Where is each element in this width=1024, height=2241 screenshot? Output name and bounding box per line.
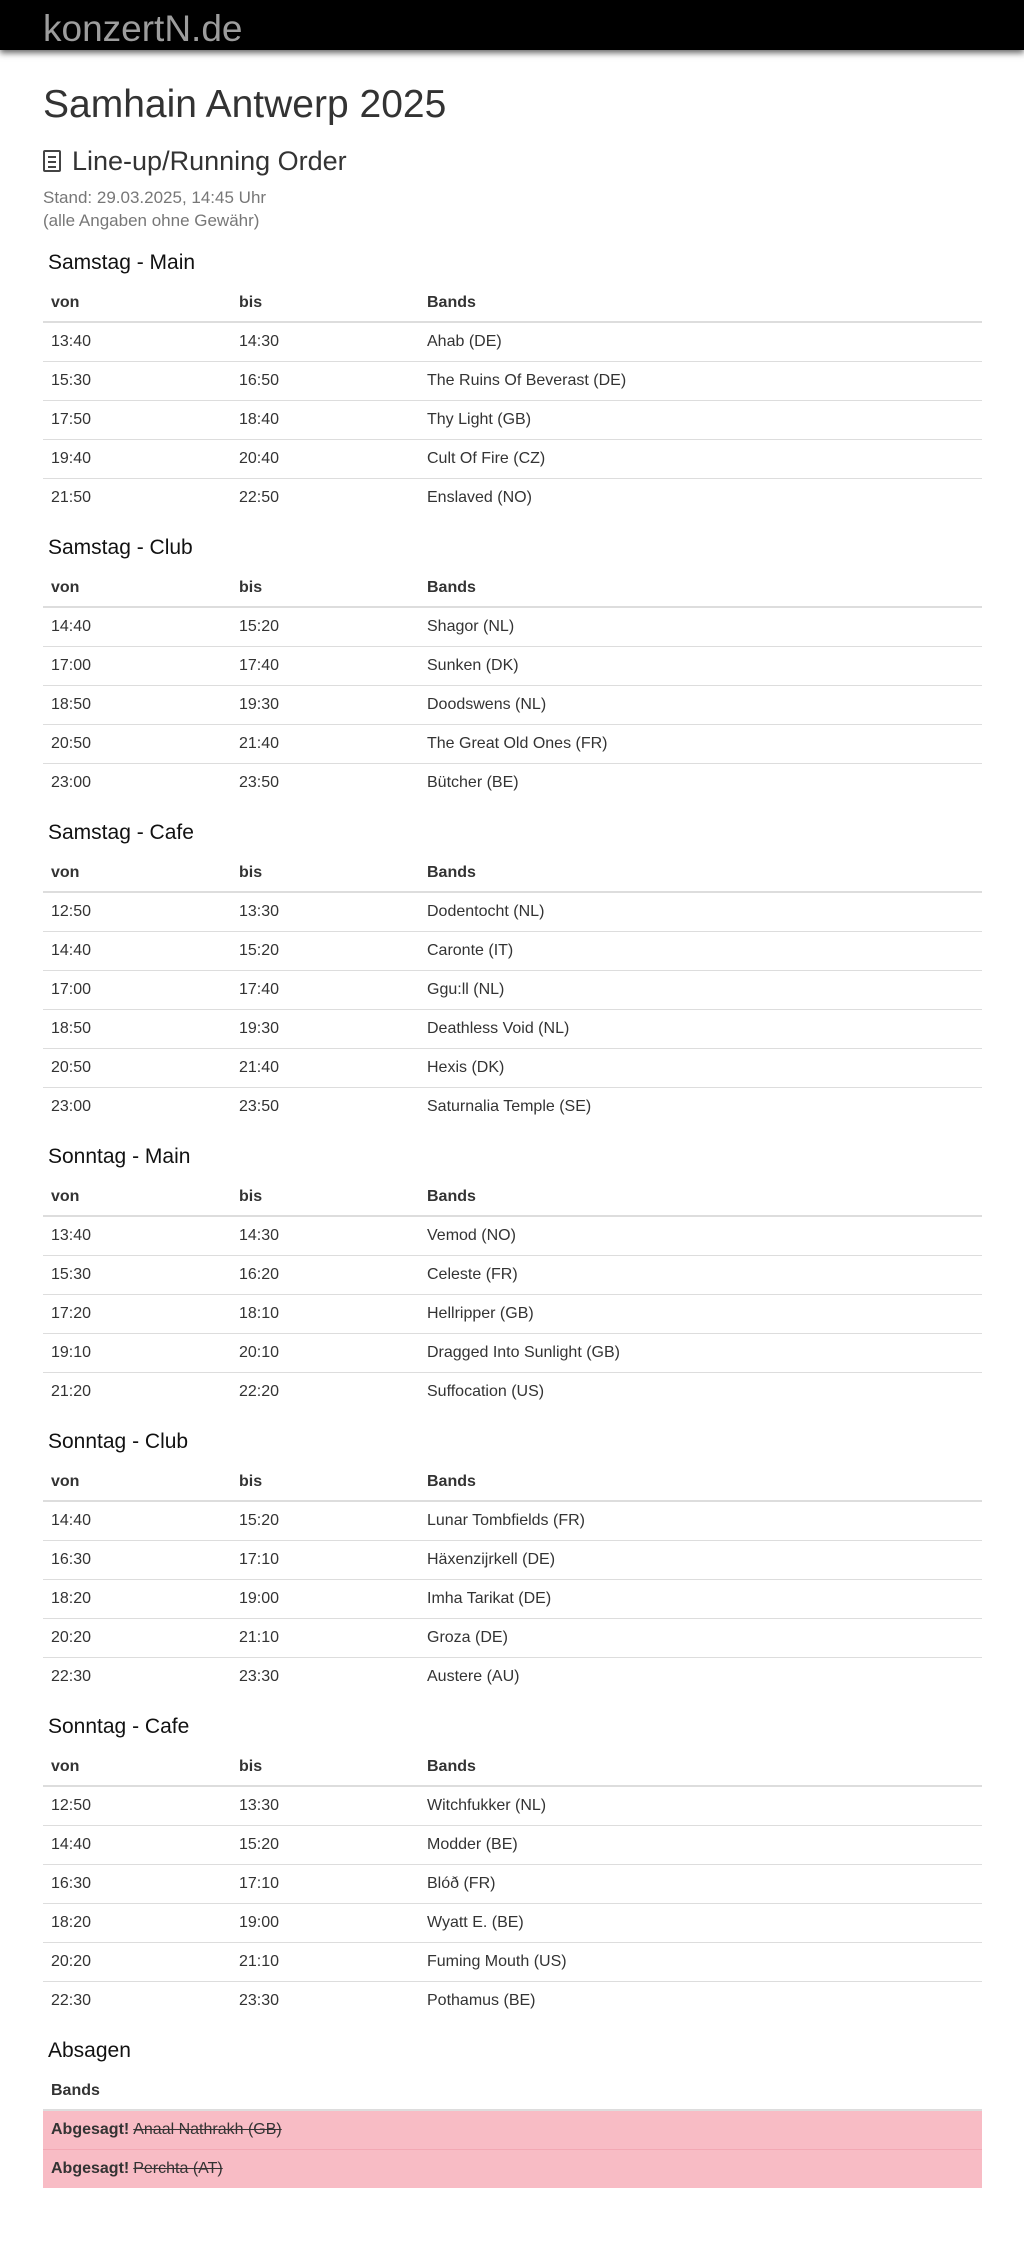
start-time: 14:40 <box>51 618 92 635</box>
band-name: The Ruins Of Beverast (DE) <box>419 362 982 401</box>
table-row <box>43 1010 982 1049</box>
start-time: 18:50 <box>43 1010 231 1049</box>
schedule-table <box>43 854 982 1126</box>
column-header-to: bis <box>231 284 419 322</box>
table-row <box>43 607 982 647</box>
stage-title: Sonntag - Cafe <box>48 1715 190 1738</box>
schedule-table <box>43 284 982 517</box>
column-header-bands: Bands <box>419 1463 982 1501</box>
band-name: Thy Light (GB) <box>419 401 982 440</box>
column-header-bands: Bands <box>419 854 982 892</box>
column-header-bands: Bands <box>43 2072 982 2110</box>
column-header-bands: Bands <box>419 284 982 322</box>
table-row <box>43 686 982 725</box>
stage-title: Samstag - Cafe <box>48 821 194 844</box>
end-time: 23:50 <box>231 1088 419 1127</box>
end-time: 22:50 <box>231 479 419 518</box>
column-header-to: bis <box>231 1178 419 1216</box>
start-time: 18:20 <box>43 1904 231 1943</box>
band-name: Dodentocht (NL) <box>427 903 545 920</box>
band-name: Enslaved (NO) <box>419 479 982 518</box>
table-row <box>43 440 982 479</box>
cancelled-cell <box>43 2150 982 2189</box>
table-row <box>43 725 982 764</box>
column-header-bands: Bands <box>419 569 982 607</box>
table-row <box>43 1049 982 1088</box>
band-name: Ahab (DE) <box>427 333 502 350</box>
start-time: 20:20 <box>43 1619 231 1658</box>
end-time: 14:30 <box>239 333 280 350</box>
band-name: Imha Tarikat (DE) <box>419 1580 982 1619</box>
stage-section <box>43 533 982 802</box>
table-row <box>43 1373 982 1412</box>
stage-title: Samstag - Club <box>48 536 193 559</box>
start-time: 17:20 <box>43 1295 231 1334</box>
band-name: Sunken (DK) <box>419 647 982 686</box>
end-time: 15:20 <box>231 932 419 971</box>
column-header-to: bis <box>231 1748 419 1786</box>
cancelled-row <box>43 2110 982 2150</box>
band-name: Doodswens (NL) <box>419 686 982 725</box>
end-time: 17:40 <box>231 971 419 1010</box>
stage-title: Sonntag - Club <box>48 1430 189 1453</box>
band-name: Hellripper (GB) <box>419 1295 982 1334</box>
table-row <box>43 1580 982 1619</box>
start-time: 23:00 <box>43 764 231 803</box>
start-time: 13:40 <box>51 333 92 350</box>
table-row <box>43 1295 982 1334</box>
table-row <box>43 1826 982 1865</box>
end-time: 21:40 <box>231 1049 419 1088</box>
end-time: 20:10 <box>231 1334 419 1373</box>
end-time: 15:20 <box>239 618 280 635</box>
band-name: The Great Old Ones (FR) <box>419 725 982 764</box>
start-time: 16:30 <box>43 1865 231 1904</box>
band-name: Ggu:ll (NL) <box>419 971 982 1010</box>
start-time: 20:50 <box>43 1049 231 1088</box>
start-time: 15:30 <box>43 1256 231 1295</box>
column-header-to: bis <box>231 1463 419 1501</box>
start-time: 14:40 <box>43 1826 231 1865</box>
page-title: Samhain Antwerp 2025 <box>43 83 447 126</box>
end-time: 23:30 <box>231 1658 419 1697</box>
end-time: 16:50 <box>231 362 419 401</box>
start-time: 15:30 <box>43 362 231 401</box>
table-row <box>43 362 982 401</box>
table-row <box>43 401 982 440</box>
start-time: 12:50 <box>51 903 92 920</box>
band-name: Cult Of Fire (CZ) <box>419 440 982 479</box>
cancelled-band: Perchta (AT) <box>133 2160 223 2177</box>
end-time: 14:30 <box>239 1227 280 1244</box>
table-row <box>43 1334 982 1373</box>
stage-title: Sonntag - Main <box>48 1145 191 1168</box>
table-row <box>43 322 982 362</box>
start-time: 18:20 <box>43 1580 231 1619</box>
end-time: 18:40 <box>231 401 419 440</box>
section-heading-text: Line-up/Running Order <box>72 146 347 176</box>
cancelled-band: Anaal Nathrakh (GB) <box>133 2121 282 2138</box>
band-name: Blóð (FR) <box>419 1865 982 1904</box>
start-time: 20:50 <box>43 725 231 764</box>
start-time: 21:20 <box>43 1373 231 1412</box>
band-name: Deathless Void (NL) <box>419 1010 982 1049</box>
band-name: Modder (BE) <box>419 1826 982 1865</box>
band-name: Fuming Mouth (US) <box>419 1943 982 1982</box>
band-name: Shagor (NL) <box>427 618 515 635</box>
table-row <box>43 1865 982 1904</box>
end-time: 13:30 <box>239 903 280 920</box>
start-time: 23:00 <box>43 1088 231 1127</box>
end-time: 23:30 <box>231 1982 419 2021</box>
band-name: Wyatt E. (BE) <box>419 1904 982 1943</box>
column-header-from: von <box>43 569 231 607</box>
cancellations-table <box>43 2072 982 2188</box>
schedule-table <box>43 569 982 802</box>
band-name: Groza (DE) <box>419 1619 982 1658</box>
band-name: Saturnalia Temple (SE) <box>419 1088 982 1127</box>
end-time: 16:20 <box>231 1256 419 1295</box>
stage-title: Samstag - Main <box>48 251 196 274</box>
column-header-from: von <box>43 284 231 322</box>
table-row <box>43 647 982 686</box>
stage-section <box>43 1712 982 2020</box>
table-row <box>43 1658 982 1697</box>
column-header-from: von <box>43 854 231 892</box>
schedule-table <box>43 1178 982 1411</box>
band-name: Austere (AU) <box>419 1658 982 1697</box>
column-header-bands: Bands <box>419 1178 982 1216</box>
end-time: 19:00 <box>231 1904 419 1943</box>
stage-section <box>43 1142 982 1411</box>
band-name: Pothamus (BE) <box>419 1982 982 2021</box>
cancellations-section <box>43 2036 982 2188</box>
band-name: Lunar Tombfields (FR) <box>427 1512 585 1529</box>
cancellations-title: Absagen <box>48 2039 131 2062</box>
stage-section <box>43 1427 982 1696</box>
table-row <box>43 764 982 803</box>
start-time: 14:40 <box>51 1512 92 1529</box>
start-time: 17:00 <box>43 971 231 1010</box>
end-time: 15:20 <box>239 1512 280 1529</box>
cancelled-label: Abgesagt! <box>51 2121 130 2138</box>
end-time: 15:20 <box>231 1826 419 1865</box>
band-name: Hexis (DK) <box>419 1049 982 1088</box>
end-time: 20:40 <box>231 440 419 479</box>
cancelled-row <box>43 2150 982 2189</box>
end-time: 17:40 <box>231 647 419 686</box>
column-header-from: von <box>43 1178 231 1216</box>
schedule-table <box>43 1748 982 2020</box>
band-name: Bütcher (BE) <box>419 764 982 803</box>
start-time: 13:40 <box>51 1227 92 1244</box>
table-row <box>43 1541 982 1580</box>
table-row <box>43 1216 982 1256</box>
band-name: Häxenzijrkell (DE) <box>419 1541 982 1580</box>
table-row <box>43 1786 982 1826</box>
end-time: 23:50 <box>231 764 419 803</box>
end-time: 18:10 <box>231 1295 419 1334</box>
cancelled-cell <box>43 2110 982 2150</box>
end-time: 21:10 <box>231 1619 419 1658</box>
start-time: 17:50 <box>43 401 231 440</box>
band-name: Dragged Into Sunlight (GB) <box>419 1334 982 1373</box>
band-name: Witchfukker (NL) <box>427 1797 547 1814</box>
list-icon <box>43 150 61 172</box>
start-time: 22:30 <box>43 1658 231 1697</box>
table-row <box>43 1619 982 1658</box>
column-header-to: bis <box>231 854 419 892</box>
start-time: 16:30 <box>43 1541 231 1580</box>
column-header-from: von <box>43 1463 231 1501</box>
top-navbar <box>0 0 1024 50</box>
end-time: 17:10 <box>231 1541 419 1580</box>
start-time: 21:50 <box>43 479 231 518</box>
band-name: Suffocation (US) <box>419 1373 982 1412</box>
cancelled-label: Abgesagt! <box>51 2160 130 2177</box>
end-time: 22:20 <box>231 1373 419 1412</box>
start-time: 12:50 <box>51 1797 92 1814</box>
end-time: 19:30 <box>231 1010 419 1049</box>
table-row <box>43 479 982 518</box>
band-name: Celeste (FR) <box>419 1256 982 1295</box>
band-name: Vemod (NO) <box>427 1227 516 1244</box>
start-time: 18:50 <box>43 686 231 725</box>
main-content <box>43 80 982 2188</box>
start-time: 19:40 <box>43 440 231 479</box>
table-row <box>43 1943 982 1982</box>
table-row <box>43 1501 982 1541</box>
end-time: 17:10 <box>231 1865 419 1904</box>
start-time: 14:40 <box>43 932 231 971</box>
column-header-from: von <box>43 1748 231 1786</box>
table-row <box>43 1904 982 1943</box>
band-name: Caronte (IT) <box>419 932 982 971</box>
column-header-to: bis <box>231 569 419 607</box>
end-time: 21:40 <box>231 725 419 764</box>
column-header-bands: Bands <box>419 1748 982 1786</box>
disclaimer-text: (alle Angaben ohne Gewähr) <box>43 211 260 230</box>
table-row <box>43 1982 982 2021</box>
table-row <box>43 971 982 1010</box>
table-row <box>43 1088 982 1127</box>
start-time: 17:00 <box>43 647 231 686</box>
stand-text: Stand: 29.03.2025, 14:45 Uhr <box>43 188 267 207</box>
end-time: 21:10 <box>231 1943 419 1982</box>
stages-list <box>43 248 982 2020</box>
end-time: 19:30 <box>231 686 419 725</box>
brand-link[interactable]: konzertN.de <box>43 8 243 49</box>
start-time: 19:10 <box>43 1334 231 1373</box>
section-heading <box>43 142 982 180</box>
table-row <box>43 1256 982 1295</box>
schedule-table <box>43 1463 982 1696</box>
stage-section <box>43 248 982 517</box>
stage-section <box>43 818 982 1126</box>
table-row <box>43 892 982 932</box>
end-time: 19:00 <box>231 1580 419 1619</box>
start-time: 22:30 <box>43 1982 231 2021</box>
table-row <box>43 932 982 971</box>
start-time: 20:20 <box>43 1943 231 1982</box>
end-time: 13:30 <box>239 1797 280 1814</box>
